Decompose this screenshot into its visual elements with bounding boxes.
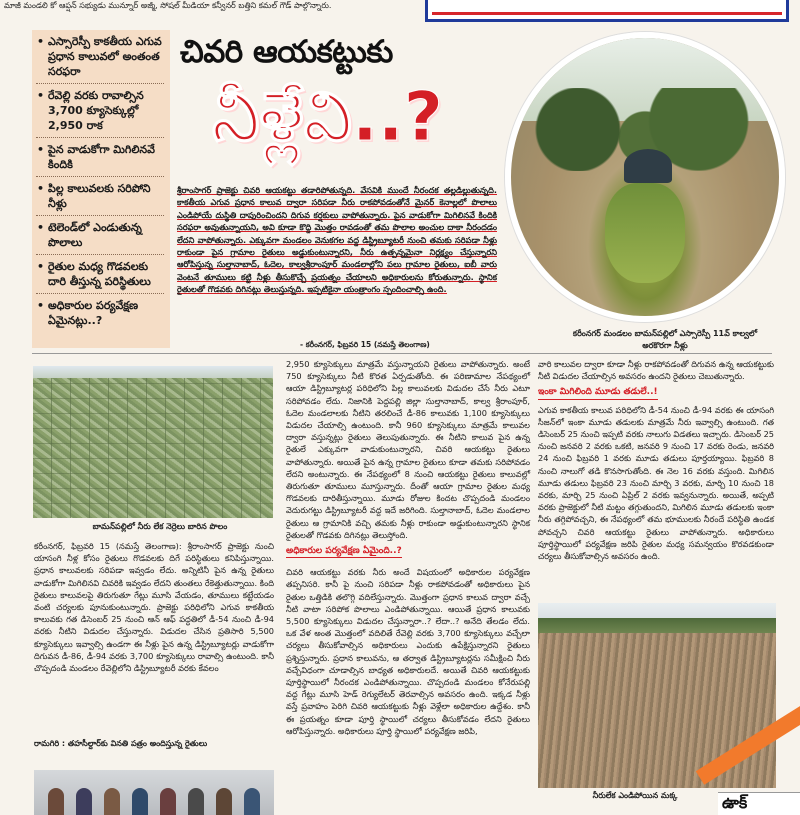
highlight-item: • రేవెల్లి వరకు రావాల్సిన 3,700 క్యూసెక్కుల్లో 2,950 రాక	[36, 88, 164, 138]
bullet-icon: •	[37, 260, 45, 273]
intro-paragraph: శ్రీరాంసాగర్ ప్రాజెక్టు చివరి ఆయకట్టు తడారిపోతున్నది. వేసవికి ముందే నీరందక తల్లడిల్లుతున్నది. కాకతీయ ఎగువ ప్రధాన కాలువ ద్వారా సరిపడా నీరు రాకపోవడంతోనే మైనర్ కెనాల్లలో పొలాలు ఎండిపోయే దుస్థితి దాపురించిందని దిగువ కర్షకులు వాపోతున్నారు. పైన వాడుకోగా మిగిలినవే కిందికి సరఫరా అవుతున్నాయని, అవి కూడా కొద్ది మొత్తం రావడంతో తమ పొలాల అంచుల దాకా నీరందడం లేదని వాపోతున్నారు. ఎక్కువగా మండలం వెనుకగల వద్ద డిస్ట్రిబ్యూటరీ నుంచి తమకు సరిపడా నీళ్లు రాకుండా పైన గ్రామాల రైతులు అడ్డుకుంటున్నారని, నీరు ఉత్పన్నమైనా నిర్లక్ష్యం చేస్తున్నారని ఆరోపిస్తున్న సుల్తానాబాద్, ఓదెల, కాల్వశ్రీరాంపూర్ మండలాల్లోని పలు గ్రామాల రైతులు, ఐబీ వారు వెంటనే తూములు కట్టి నీళ్లు తీసుకొచ్చే ప్రయత్నం చేయాలని అధికారులను కోరుతున్నారు. స్థానిక రైతులతో గొడవకు దిగినట్లు తెలుస్తున్నది. ఇప్పటికైనా యంత్రాంగం స్పందించాల్సి ఉంది.	[177, 185, 497, 295]
article-column-3	[538, 358, 774, 562]
dried-maize-caption: నీరులేక ఎండిపోయిన మక్క	[592, 791, 678, 800]
article-column-2	[286, 358, 530, 737]
col3-paragraph-2: ఎగువ కాకతీయ కాలువ పరిధిలోని డీ-54 నుంచి డీ-94 వరకు ఈ యాసంగి సీజన్‌లో ఇంకా మూడు తడులకు మాత్రమే నీరు ఇవ్వాల్సి ఉంటుంది. గత డిసెంబర్ 25 నుంచి ఇప్పటి వరకు నాలుగు విడతలు ఇచ్చారు. డిసెంబర్ 25 నుంచి జనవరి 2 వరకు ఒకటి, జనవరి 9 నుంచి 17 వరకు రెండు, జనవరి 24 నుంచి ఫిబ్రవరి 1 వరకు మూడు తడులు పూర్తయ్యాయి. ఫిబ్రవరి 8 నుంచి నాలుగో తడి కొనసాగుతోంది. ఈ నెల 16 వరకు వస్తుంది. మిగిలిన మూడు తడులు ఫిబ్రవరి 23 నుంచి మార్చి 3 వరకు, మార్చి 10 నుంచి 18 వరకు, మార్చి 25 నుంచి ఏప్రిల్ 2 వరకు ఇవ్వనున్నారు. అయితే, అప్పటి వరకు ప్రాజెక్టులో నీటి మట్టం తగ్గుతుందని, మిగిలిన మూడు తడులకు ఇంకా నీరు తగ్గిపోవచ్చని, ఈ నేపథ్యంలో తమ భూములకు నీరందే పరిస్థితి ఉండక పోవచ్చని చివరి ఆయకట్టు రైతులు వాపోతున్నారు. అధికారులు పూర్తిస్థాయిలో పర్యవేక్షణ జరిపి రైతుల మధ్య సమన్వయం కొరవడకుండా చర్యలు తీసుకోవాల్సిన అవసరం ఉంది.	[538, 404, 774, 562]
canal-photo	[505, 32, 785, 322]
highlight-item: • పిల్ల కాలువలకు సరిపోని నీళ్లు	[36, 181, 164, 216]
headline-main: నీళ్లేవి..?	[212, 78, 444, 157]
col2-paragraph-2: చివరి ఆయకట్టు వరకు నీరు అందే విషయంలో అధికారుల పర్యవేక్షణ తప్పనిసరి. కానీ పై నుంచి సరిపడా నీళ్లు రాకపోవడంతో అధికారులు పైన రైతుల ఒత్తిడికి తలొగ్గి వదిలేస్తున్నారు. మొత్తంగా ప్రధాన కాలువ ద్వారా వచ్చే నీటి వాటా సరిపోక పొలాలు ఎండిపోతున్నాయి. ఆయితే ప్రధాన కాలువకు 5,500 క్యూసెక్కులు విడుదల చేస్తున్నారా..? లేదా..? అనేది తేలడం లేదు. ఒక వేళ అంత మొత్తంలో వదిలితే రేవెల్లి వరకు 3,700 క్యూసెక్కులు వచ్చేలా చర్యలు తీసుకోవాల్సిన అధికారులు ఎందుకు ఉపేక్షిస్తున్నారని రైతులు ప్రశ్నిస్తున్నారు. ప్రధాన కాలువను, ఆ తర్వాత డిస్ట్రిబ్యూటర్లను సమీక్షించి నీరు వచ్చేవిధంగా చూడాల్సిన బాధ్యత అధికారులదే. అయితే చివరి ఆయకట్టుకు పూర్తిస్థాయిలో నీరందక ఎండిపోతున్నాయి. చొప్పదండి మండలం కోనేరుపల్లి వద్ద గేట్లు మూసి హెడ్ రెగ్యులేటర్ తెరవాల్సిన అవసరం ఉంది. ఇక్కడ నీళ్లు వస్తే ప్రవాహం పెరిగి చివరి ఆయకట్టుకు నీళ్లు వెళ్లేలా అధికారుల ఉద్దేశం. కానీ ఈ ప్రయత్నం కూడా పూర్తి స్థాయిలో చర్యలు తీసుకోవడం లేదని రైతులు ఆరోపిస్తున్నారు. అధికారులు పూర్తి స్థాయిలో పర్యవేక్షణ జరిపి,	[286, 567, 530, 736]
subhead-supervision: అధికారుల పర్యవేక్షణ ఏమైంది..?	[286, 545, 402, 558]
highlight-item: • టెలెండ్‌లో ఎండుతున్న పొలాలు	[36, 220, 164, 255]
next-article-teaser: ఉాక్	[718, 792, 800, 815]
bullet-icon: •	[37, 35, 45, 48]
top-strip-text: మాజీ మండలి కో ఆప్షన్ సభ్యుడు మున్నూర్ అజ్మీ, సోషల్ మీడియా కన్వీనర్ బత్తిని కమల్ గౌడ్ పాల్గొన్నారు.	[4, 1, 332, 10]
cracked-field-photo	[33, 366, 273, 518]
bullet-icon: •	[37, 299, 45, 312]
article-column-1: కరీంనగర్, ఫిబ్రవరి 15 (నమస్తే తెలంగాణ): శ్రీరాంసాగర్ ప్రాజెక్టు నుంచి యాసంగి నీళ్ల కోసం రైతులు గొడవలకు దిగే పరిస్థితులు కనిపిస్తున్నాయి. ప్రధాన కాలువలకు సరిపడా ఇవ్వడం లేదు. అన్నిటినీ పైన ఉన్న రైతులు వాడుకోగా మిగిలినవి చివరికి ఇవ్వడం లేదని తుంతలు రేకెత్తుతున్నాయి. కింది రైతులు కాలువలపై తిరుగుతూ గేట్లు మూసి వేయడం, తూములు కట్టేయడం వంటి చర్యలకు పూనుకుంటున్నారు. ప్రాజెక్టు పరిధిలోని ఎగువ కాకతీయ కాలువకు గత డిసెంబర్ 25 నుంచి ఆన్ ఆఫ్ పద్ధతిలో డీ-54 నుంచి డీ-94 వరకు నీటిని విడుదల చేస్తున్నారు. విడుదల చేసిన ప్రతిసారి 5,500 క్యూసెక్కులు ఇవ్వాల్సి ఉండగా ఈ నీళ్లు పైన ఉన్న డిస్ట్రిబ్యూటర్లు వాడుకోగా దిగువన డీ-86, డీ-94 వరకు 3,700 క్యూసెక్కులు రావాల్సి ఉంటుంది. కానీ చొప్పదండి మండలం రేవెల్లిలోని డిస్ట్రిబ్యూటరీ వరకు కేవలం	[34, 541, 274, 674]
bullet-icon: •	[37, 143, 45, 156]
photo-byline: రామగిరి : తహసీల్దార్‌కు వినతి పత్రం అందిస్తున్న రైతులు	[34, 739, 208, 748]
col2-paragraph: 2,950 క్యూసెక్కులు మాత్రమే వస్తున్నాయని రైతులు వాపోతున్నారు. అంటే 750 క్యూసెక్కులు నీటి కొరత ఏర్పడుతోంది. ఈ పరిణామాల నేపథ్యంలో ఆయా డిస్ట్రిబ్యూటర్ల పరిధిలోని పిల్ల కాలువలకు విడుదల చేసే నీరు ఎటూ సరిపోవడం లేదు. నిజానికి పెద్దపల్లి జిల్లా సుల్తానాబాద్, కాల్వ శ్రీరాంపూర్, ఓదెల మండలాలకు నీటిని తరలించే డీ-86 కాలువకు 1,100 క్యూసెక్కులు విడుదల చేయాల్సి ఉంటుంది. కానీ 960 క్యూసెక్కులు మాత్రమే కాలువల ద్వారా వస్తున్నట్లు రైతులు తెలుపుతున్నారు. ఈ నీటిని కాలువ పైన ఉన్న రైతులే ఎక్కువగా వాడుకుంటున్నారని, చివరి ఆయకట్టు రైతులు వాపోతున్నారు. అయితే పైన ఉన్న గ్రామాల రైతులు కూడా తమకు సరిపోవడం లేదని అంటున్నారు. ఈ నేపథ్యంలో 8 నుంచి ఆయకట్టు రైతులు కాలువల్లో తిరుగుతూ తూములు మూస్తున్నారు. దీంతో ఆయా గ్రామాల రైతుల మధ్య గొడవలకు దారితీస్తున్నాయి. మూడు రోజుల కిందట చొప్పదండి మండలం వెదురుగట్టు డిస్ట్రిబ్యూటరీ వద్ద ఇదే జరిగింది. సుల్తానాబాద్, ఓదెల మండలాల రైతులు ఆ గ్రామానికి వచ్చి తమకు నీళ్లు రాకుండా అడ్డుకుంటున్నారని స్థానిక రైతులతో గొడవకు దిగినట్లు తెలుస్తోంది.	[286, 359, 530, 540]
dateline: - కరీంనగర్, ఫిబ్రవరి 15 (నమస్తే తెలంగాణ)	[300, 340, 430, 349]
cracked-field-caption: బామన్‌పల్లిలో నీరు లేక నెర్రెలు బారిన పొలం	[92, 522, 228, 531]
subhead-three-wettings: ఇంకా మిగిలింది మూడు తడులే..!	[538, 386, 658, 399]
section-divider	[32, 353, 772, 354]
headline-kicker: చివరి ఆయకట్టుకు	[180, 34, 393, 70]
bullet-icon: •	[37, 182, 45, 195]
canal-photo-caption: కరీంనగర్ మండలం బామన్‌పల్లిలో ఎస్సారెస్పీ 11వ్ కాల్వలో అరకొరగా నీళ్లు	[572, 329, 758, 350]
bullet-icon: •	[37, 221, 45, 234]
highlight-item: • ఎస్సారెస్పీ కాకతీయ ఎగువ ప్రధాన కాలువలో అంతంత సరఫరా	[36, 34, 164, 84]
highlight-item: • రైతుల మధ్య గొడవలకు దారి తీస్తున్న పరిస్థితులు	[36, 259, 164, 294]
highlights-sidebar	[32, 30, 170, 348]
highlight-item: • పైన వాడుకోగా మిగిలినవే కిందికి	[36, 142, 164, 177]
highlight-item: • అధికారుల పర్యవేక్షణ ఏమైనట్లు..?	[37, 299, 139, 327]
bullet-icon: •	[37, 89, 45, 102]
col3-paragraph: వారి కాలువల ద్వారా కూడా నీళ్లు రాకపోవడంతో దిగువన ఉన్న ఆయకట్టుకు నీటి విడుదల చేయాల్సిన అవసరం ఉందని రైతులు చెబుతున్నారు.	[538, 359, 774, 382]
top-right-box	[425, 0, 789, 22]
farmers-group-photo	[34, 770, 274, 815]
